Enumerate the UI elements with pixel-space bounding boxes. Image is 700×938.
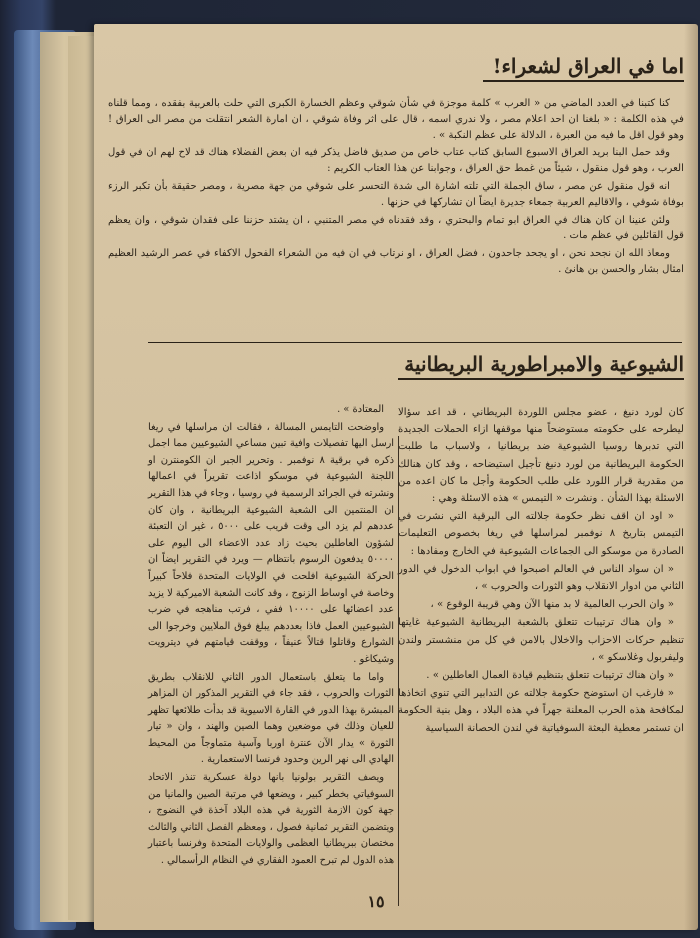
article2-right-paragraph: « ان سواد الناس في العالم اصبحوا في ابواب الدخول في الدور الثاني من ادوار الانقلاب وهو الثورات والحروب » ، — [398, 563, 684, 593]
article2-left-paragraph: ويصف التقرير بولونيا بانها دولة عسكرية تنذر الاتحاد السوفياتي بخطر كبير ، ويضعها في مرتبة الصين والمانيا من جهة كون الازمة الثورية في هذه البلاد آخذة في النضوج ، ويتضمن التقرير ثمانية فصول ، ومعظم الفصل الثاني والثالث مختصان ببريطانيا العظمى والولايات المتحدة وفرنسا باعتبار هذه الدول لم تبرح العمود الفقاري في النظام الرأسمالي . — [148, 772, 394, 867]
article1-paragraph: وقد حمل البنا بريد العراق الاسبوع السابق كتاب عتاب خاص من صديق فاضل يذكر فيه ان بعض الفضلاء هناك قد لاح لهم ان في قول العرب ، وهو قول منقول ، شيئاً من غمط حق العراق ، وجوابنا عن هذا العتاب الكريم : — [108, 147, 684, 175]
article1-paragraph: ولئن عنينا ان كان هناك في العراق ابو تمام والبحتري ، وقد فقدناه في مصر المتنبي ، ان يشتد حزننا على فقدان شوقي ، وان يعظم قول القائلين في عظم مات . — [108, 214, 684, 242]
article1-paragraph: انه قول منقول عن مصر ، ساق الجملة التي تلته اشارة الى شدة التحسر على شوقي من جهة مصرية ، ومصر حقيقة بأن تكبر الرزء بوفاة شوقي ، والاقاليم العربية جمعاء جديرة ايضاً ان تشاركها في حزنها . — [108, 180, 684, 208]
article2-right-paragraph: « وان هناك ترتيبات تتعلق بتنظيم قيادة العمال العاطلين » . — [426, 670, 674, 682]
article2-left-paragraph: واوضحت التايمس المسالة ، فقالت ان مراسلها في ريغا ارسل اليها تفصيلات وافية تبين مساعي الشيوعيين مما اجمل ذكره في برقية ٨ نوفمبر . وتحرير الجبر ان الكومنترن او اللجنة الشيوعية في موسكو اذاعت تقريراً في اعمالها ونشرته في الجرائد الرسمية في روسيا ، وجاء في هذا التقرير ان المنتمين الى الشعبة الشيوعية البريطانية ، وان كان عددهم لم يزد الى وقت قريب على ٥٠٠٠ ، غير ان التعبئة لشؤون العاطلين بحيث زاد عدد الاعضاء الى اليوم على ٥٠٠٠٠ يدفعون الرسوم بانتظام — ويرد في التقرير ايضاً ان الحركة الشيوعية افلحت في الولايات المتحدة فلاحاً كبيراً وخاصة في اوساط الزنوج ، وقد كانت الشعبة الاميركية لا يزيد عدد اعضائها على ١٠٠٠٠ ففي ، فرتب مناهجه في ضرب الشيوعيين العمل فاذا بعددهم يبلغ فوق الملايين وخرجوا الى الشوارع وقاتلوا قتالاً عنيفاً ، ووقفت قيامتهم في ديترويت وشيكاغو . — [148, 421, 395, 665]
article1-paragraph: كنا كتبنا في العدد الماضي من « العرب » كلمة موجزة في شأن شوقي وعظم الخسارة الكبرى التي حلت بالعربية بفقده ، ومما قلناه في هذه الكلمة : « بلغنا ان احد اعلام مصر ، ولا ندري اسمه ، قال على اثر وفاة شوقي ، ان امارة الشعر انتقلت من مصر الى العراق ! وهو قول اقل ما فيه من العبرة ، الدلالة على عظم النكبة » . — [108, 98, 684, 141]
section-divider — [148, 342, 682, 343]
page-content — [108, 44, 684, 914]
article2-right-paragraph: « وان الحرب العالمية لا بد منها الآن وهي قريبة الوقوع » ، — [430, 599, 674, 611]
article2-right-paragraph: « وان هناك ترتيبات تتعلق بالشعبة البريطانية الشيوعية غايتها تنظيم حركات الاحزاب والاخلال بالامن في كل من منشستر ولندن وليفربول وغلاسكو » ، — [398, 617, 684, 663]
column-divider — [398, 436, 399, 906]
article2-right-paragraph: « فارغب ان استوضح حكومة جلالته عن التدابير التي تنوي اتخاذها لمكافحة هذه الحرب المعلنة جهراً في هذه البلاد ، وهل بنية الحكومة ان تستمر معطية البعثة السوفياتية في لندن الحصانة السياسية — [398, 688, 684, 734]
page-number: ١٥ — [367, 892, 385, 911]
article2-right-paragraph: « اود ان اقف نظر حكومة جلالته الى البرقية التي نشرت في التيمس بتاريخ ٨ نوفمبر لمراسلها في ريغا بخصوص التعليمات الصادرة من موسكو الى الجماعات الشيوعية في الخارج ومفادها : — [398, 511, 684, 557]
article2-title: الشيوعية والامبراطورية البريطانية — [398, 352, 684, 380]
article2-left-column — [148, 402, 394, 871]
article1-paragraph: ومعاذ الله ان نجحد نحن ، او يجحد جاحدون ، فضل العراق ، او نرتاب في ان فيه من الشعراء الفحول الاكفاء في عصر الرشيد العظيم امثال بشار والحسن بن هانئ . — [108, 248, 684, 275]
article2-right-column — [398, 404, 684, 738]
article2-right-paragraph: كان لورد دنيغ ، عضو مجلس اللوردة البريطاني ، قد اعد سؤالا ليطرحه على حكومته مستوضحاً منها موقفها ازاء الحملات الجديدة التي تدبرها روسيا الشيوعية ضد بريطانيا ، ولاسباب ما طلبت الحكومة البريطانية من لورد دنيغ تأجيل استيضاحه ، وقد كان هنالك من مقدرية قرار اللورد على طلب الحكومة وأجل ما كان اعده من الاسئلة بهذا الشأن . ونشرت « التيمس » هذه الاسئلة وهي : — [398, 407, 684, 505]
article1-title: اما في العراق لشعراء! — [483, 54, 684, 82]
article2-left-paragraph: واما ما يتعلق باستعمال الدور الثاني للانقلاب بطريق الثورات والحروب ، فقد جاء في التقرير المذكور ان المزاهر المبشرة بهذا الدور في القارة الاسيوية قد بدأت طلائعها تظهر للعيان وذلك في موضعين وهما الصين والهند ، وان « تيار الثورة » يدار الآن عنترة اوربا وآسية متماوجاً من المحيط الهادي الى نهر الرين وحدود فرنسا الاستعمارية . — [148, 671, 394, 766]
magazine-page — [94, 24, 698, 930]
article2-left-paragraph: المعتادة » . — [337, 404, 384, 415]
article1-body — [108, 96, 684, 280]
